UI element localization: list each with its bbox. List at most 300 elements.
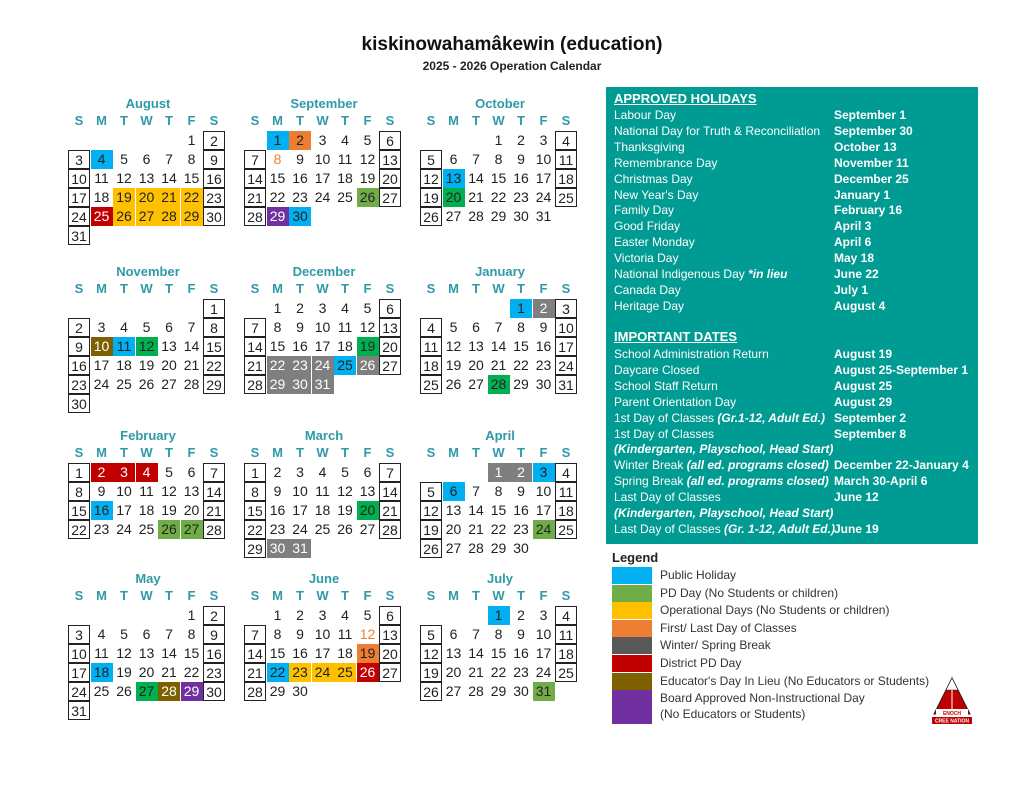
calendar-day: 18	[420, 356, 442, 375]
calendar-day: 1	[510, 299, 532, 318]
weekday-header: T	[472, 113, 480, 128]
calendar-day: 10	[535, 626, 552, 642]
calendar-day: 22	[68, 520, 90, 539]
calendar-day: 9	[517, 626, 525, 642]
weekday-header: M	[272, 445, 283, 460]
calendar-day: 30	[513, 540, 529, 556]
calendar-day: 25	[334, 663, 356, 682]
weekday-header: T	[296, 445, 304, 460]
weekday-header: W	[316, 588, 329, 603]
calendar-day: 26	[445, 376, 462, 392]
legend-label: Public Holiday	[660, 568, 737, 582]
calendar-day: 1	[187, 607, 196, 623]
weekday-header: M	[272, 113, 283, 128]
calendar-day: 23	[513, 664, 529, 680]
calendar-day: 28	[183, 376, 200, 392]
calendar-day: 17	[555, 337, 577, 356]
calendar-day: 11	[337, 319, 353, 335]
calendar-day: 2	[517, 132, 525, 148]
calendar-day: 29	[181, 682, 203, 701]
holiday-name: New Year's Day	[614, 187, 699, 202]
calendar-day: 15	[269, 170, 286, 186]
calendar-day: 28	[158, 682, 180, 701]
weekday-header: F	[187, 113, 196, 128]
calendar-day: 14	[203, 482, 225, 501]
weekday-header: W	[492, 445, 505, 460]
calendar-day: 24	[312, 356, 334, 375]
calendar-day: 4	[120, 319, 128, 335]
calendar-day: 25	[334, 356, 356, 375]
month-name: July	[486, 571, 513, 586]
important-date-name: School Staff Return	[614, 378, 718, 393]
calendar-day: 27	[359, 521, 376, 537]
weekday-header: M	[96, 113, 107, 128]
calendar-day: 22	[490, 189, 507, 205]
calendar-day: 5	[363, 132, 372, 148]
calendar-day: 9	[296, 151, 304, 167]
holiday-name: National Indigenous Day *in lieu	[614, 267, 788, 281]
calendar-day: 13	[161, 338, 177, 354]
calendar-day: 3	[318, 300, 327, 316]
calendar-day: 8	[494, 483, 503, 499]
calendar-day: 11	[94, 170, 109, 186]
weekday-header: M	[96, 281, 107, 296]
weekday-header: F	[363, 588, 372, 603]
calendar-day: 23	[513, 189, 529, 205]
calendar-day: 20	[445, 664, 462, 680]
calendar-day: 17	[93, 357, 110, 373]
month-name: December	[292, 264, 356, 279]
calendar-day: 21	[161, 664, 177, 680]
calendar-day: 11	[555, 482, 577, 501]
calendar-day: 12	[445, 338, 462, 354]
calendar-day: 22	[267, 663, 289, 682]
calendar-day: 25	[91, 207, 113, 226]
calendar-day: 15	[490, 502, 507, 518]
holiday-date: October 13	[834, 139, 897, 154]
calendar-day: 12	[420, 501, 442, 520]
important-date-date: August 25-September 1	[834, 362, 969, 377]
calendar-day: 18	[555, 501, 577, 520]
calendar-day: 20	[357, 501, 379, 520]
calendar-day: 7	[244, 150, 266, 169]
calendar-day: 22	[183, 664, 200, 680]
calendar-day: 15	[490, 170, 507, 186]
legend-swatch	[612, 690, 652, 724]
calendar-day: 16	[513, 170, 529, 186]
weekday-header: S	[250, 588, 260, 603]
calendar-day: 6	[165, 319, 173, 335]
weekday-header: T	[165, 445, 173, 460]
weekday-header: S	[426, 113, 436, 128]
calendar-day: 13	[445, 645, 462, 661]
calendar-day: 29	[267, 207, 289, 226]
weekday-header: T	[472, 445, 480, 460]
weekday-header: S	[209, 588, 219, 603]
weekday-header: T	[517, 445, 525, 460]
calendar-day: 9	[517, 151, 525, 167]
calendar-day: 4	[555, 463, 577, 482]
calendar-day: 9	[296, 319, 304, 335]
holiday-date: April 3	[834, 219, 872, 234]
calendar-day: 11	[315, 483, 330, 499]
calendar-day: 9	[296, 626, 304, 642]
calendar-day: 30	[513, 683, 529, 699]
calendar-day: 17	[68, 188, 90, 207]
weekday-header: W	[316, 281, 329, 296]
important-date-row	[614, 410, 974, 426]
calendar-day: 6	[379, 131, 401, 150]
calendar-day: 26	[113, 207, 135, 226]
calendar-day: 12	[359, 319, 376, 335]
calendar-day: 8	[68, 482, 90, 501]
important-date-date: August 25	[834, 378, 893, 393]
weekday-header: F	[187, 445, 196, 460]
calendar-day: 31	[533, 682, 555, 701]
calendar-day: 22	[269, 189, 286, 205]
weekday-header: T	[296, 588, 304, 603]
weekday-header: T	[165, 588, 173, 603]
info-panel	[606, 87, 978, 544]
calendar-day: 1	[187, 132, 196, 148]
weekday-header: S	[209, 113, 219, 128]
important-date-name: Parent Orientation Day	[614, 394, 737, 409]
calendar-day: 3	[113, 463, 135, 482]
calendar-day: 14	[244, 337, 266, 356]
calendar-day: 24	[555, 356, 577, 375]
calendar-day: 16	[203, 644, 225, 663]
weekday-header: F	[363, 445, 372, 460]
enoch-cree-nation-logo	[930, 676, 974, 726]
holiday-row	[614, 218, 974, 234]
weekday-header: S	[426, 445, 436, 460]
calendar-day: 29	[181, 207, 203, 226]
holiday-row	[614, 155, 974, 171]
calendar-day: 24	[116, 521, 132, 537]
weekday-header: M	[448, 281, 459, 296]
holiday-date: December 25	[834, 171, 909, 186]
calendar-day: 24	[535, 664, 552, 680]
legend-title: Legend	[612, 550, 659, 565]
weekday-header: S	[561, 588, 571, 603]
calendar-day: 4	[341, 607, 349, 623]
holiday-name: National Day for Truth & Reconciliation	[614, 123, 821, 138]
calendar-day: 23	[203, 188, 225, 207]
calendar-day: 9	[273, 483, 282, 499]
calendar-day: 2	[533, 299, 555, 318]
calendar-day: 8	[273, 151, 282, 167]
calendar-day: 28	[468, 683, 484, 699]
calendar-day: 23	[513, 521, 529, 537]
calendar-day: 19	[420, 520, 442, 539]
calendar-day: 5	[120, 626, 128, 642]
holiday-name: Heritage Day	[614, 298, 685, 313]
calendar-day: 18	[337, 645, 353, 661]
calendar-day: 5	[142, 319, 151, 335]
calendar-day: 1	[494, 132, 503, 148]
calendar-day: 10	[535, 483, 552, 499]
calendar-day: 9	[539, 319, 548, 335]
weekday-header: S	[74, 445, 84, 460]
calendar-day: 25	[337, 189, 353, 205]
calendar-day: 12	[359, 626, 376, 642]
calendar-day: 20	[445, 521, 462, 537]
important-date-row	[614, 521, 974, 537]
weekday-header: F	[187, 588, 196, 603]
calendar-day: 19	[420, 663, 442, 682]
calendar-day: 4	[136, 463, 158, 482]
holiday-date: February 16	[834, 203, 903, 218]
calendar-day: 27	[445, 540, 462, 556]
calendar-day: 31	[535, 208, 552, 224]
calendar-day: 12	[136, 337, 158, 356]
calendar-day: 21	[468, 664, 484, 680]
calendar-day: 10	[68, 644, 90, 663]
calendar-day: 26	[420, 682, 442, 701]
calendar-day: 5	[420, 625, 442, 644]
calendar-day: 7	[472, 151, 480, 167]
holiday-row	[614, 187, 974, 203]
calendar-day: 28	[468, 540, 484, 556]
holiday-name: Easter Monday	[614, 235, 695, 250]
calendar-day: 21	[203, 501, 225, 520]
holiday-row	[614, 107, 974, 123]
weekday-header: S	[209, 281, 219, 296]
holiday-date: September 30	[834, 123, 913, 138]
calendar-day: 26	[116, 683, 132, 699]
calendar-day: 3	[318, 132, 327, 148]
calendar-day: 16	[535, 338, 552, 354]
calendar-day: 4	[555, 606, 577, 625]
calendar-day: 20	[379, 337, 401, 356]
important-date-name: Last Day of Classes	[614, 490, 721, 505]
calendar-day: 31	[68, 226, 90, 245]
weekday-header: T	[341, 445, 349, 460]
weekday-header: T	[517, 113, 525, 128]
calendar-day: 13	[183, 483, 200, 499]
legend-swatch	[612, 655, 652, 672]
calendar-day: 27	[136, 682, 158, 701]
weekday-header: T	[517, 588, 525, 603]
calendar-day: 25	[555, 663, 577, 682]
calendar-day: 20	[138, 664, 155, 680]
calendar-day: 11	[337, 626, 353, 642]
calendar-day: 29	[513, 376, 529, 392]
legend-label: Operational Days (No Students or children)	[660, 603, 890, 618]
weekday-header: S	[561, 281, 571, 296]
calendar-day: 28	[244, 375, 266, 394]
calendar-day: 28	[203, 520, 225, 539]
calendar-day: 2	[273, 464, 282, 480]
weekday-header: W	[140, 113, 153, 128]
calendar-day: 26	[357, 356, 379, 375]
calendar-day: 8	[273, 626, 282, 642]
calendar-day: 15	[269, 645, 286, 661]
calendar-day: 30	[513, 208, 529, 224]
calendar-day: 27	[136, 207, 158, 226]
calendar-day: 18	[138, 502, 155, 518]
calendar-day: 30	[203, 207, 225, 226]
holiday-row	[614, 139, 974, 155]
calendar-day: 29	[490, 540, 507, 556]
holiday-row	[614, 202, 974, 218]
calendar-day: 6	[379, 299, 401, 318]
calendar-day: 13	[359, 483, 376, 499]
weekday-header: T	[341, 281, 349, 296]
calendar-day: 7	[203, 463, 225, 482]
calendar-day: 31	[555, 375, 577, 394]
calendar-day: 8	[494, 151, 503, 167]
holiday-date: August 4	[834, 298, 886, 313]
calendar-day: 3	[555, 299, 577, 318]
weekday-header: S	[385, 588, 395, 603]
calendar-day: 2	[296, 607, 304, 623]
important-date-date: June 19	[834, 521, 879, 536]
calendar-day: 23	[68, 375, 90, 394]
important-date-date: September 2	[834, 410, 907, 425]
calendar-day: 21	[379, 501, 401, 520]
weekday-header: T	[120, 113, 128, 128]
calendar-day: 4	[341, 132, 349, 148]
calendar-day: 2	[517, 607, 525, 623]
weekday-header: M	[272, 588, 283, 603]
weekday-header: T	[341, 113, 349, 128]
weekday-header: W	[492, 281, 505, 296]
calendar-day: 23	[93, 521, 110, 537]
calendar-day: 23	[289, 663, 311, 682]
calendar-day: 17	[535, 502, 552, 518]
calendar-day: 23	[269, 521, 286, 537]
calendar-day: 22	[513, 357, 529, 373]
calendar-day: 5	[341, 464, 349, 480]
calendar-day: 31	[289, 539, 311, 558]
important-date-name: Winter Break (all ed. programs closed)	[614, 458, 829, 473]
month-name: March	[304, 428, 344, 443]
calendar-day: 24	[292, 521, 308, 537]
calendar-day: 20	[161, 357, 177, 373]
calendar-day: 31	[312, 375, 334, 394]
calendar-day: 12	[161, 483, 177, 499]
page-title: kiskinowahamâkewin (education)	[361, 34, 663, 55]
calendar-day: 14	[468, 645, 484, 661]
holiday-date: April 6	[834, 235, 872, 250]
calendar-day: 7	[379, 463, 401, 482]
holiday-name: Victoria Day	[614, 251, 679, 266]
calendar-day: 1	[244, 463, 266, 482]
calendar-day: 8	[187, 626, 196, 642]
calendar-day: 7	[187, 319, 196, 335]
calendar-day: 16	[292, 338, 308, 354]
calendar-day: 21	[244, 356, 266, 375]
calendar-day: 16	[513, 645, 529, 661]
legend-label: Board Approved Non-Instructional Day	[660, 691, 865, 706]
calendar-day: 10	[91, 337, 113, 356]
logo-text-1: ENOCH	[942, 711, 962, 717]
calendar-day: 28	[379, 520, 401, 539]
calendar-day: 14	[244, 644, 266, 663]
calendar-day: 9	[68, 337, 90, 356]
calendar-day: 7	[472, 483, 480, 499]
calendar-day: 6	[449, 626, 458, 642]
calendar-day: 14	[244, 169, 266, 188]
weekday-header: S	[385, 113, 395, 128]
calendar-day: 29	[490, 683, 507, 699]
calendar-day: 27	[379, 188, 401, 207]
calendar-day: 28	[158, 207, 180, 226]
calendar-day: 22	[203, 356, 225, 375]
weekday-header: T	[296, 281, 304, 296]
calendar-day: 17	[535, 645, 552, 661]
month-name: June	[308, 571, 340, 586]
calendar-day: 19	[445, 357, 462, 373]
calendar-day: 1	[68, 463, 90, 482]
holiday-name: Family Day	[614, 203, 675, 218]
calendar-day: 18	[337, 338, 353, 354]
legend-swatch	[612, 602, 652, 619]
calendar-day: 3	[97, 319, 106, 335]
weekday-header: W	[492, 113, 505, 128]
holiday-row	[614, 266, 974, 282]
calendar-day: 9	[203, 625, 225, 644]
calendar-day: 27	[468, 376, 484, 392]
calendar-day: 1	[267, 131, 289, 150]
calendar-day: 7	[244, 318, 266, 337]
calendar-day: 30	[292, 683, 308, 699]
weekday-header: F	[539, 113, 548, 128]
calendar-day: 28	[244, 207, 266, 226]
calendar-day: 18	[91, 663, 113, 682]
calendar-day: 29	[244, 539, 266, 558]
holiday-row	[614, 250, 974, 266]
page-subtitle: 2025 - 2026 Operation Calendar	[422, 59, 602, 73]
calendar-day: 13	[443, 169, 465, 188]
calendar-day: 16	[513, 502, 529, 518]
calendar-day: 15	[203, 337, 225, 356]
calendar-day: 16	[91, 501, 113, 520]
important-date-date: December 22-January 4	[834, 458, 969, 473]
calendar-day: 25	[555, 188, 577, 207]
calendar-day: 7	[244, 625, 266, 644]
calendar-day: 6	[142, 626, 151, 642]
calendar-day: 15	[68, 501, 90, 520]
calendar-day: 30	[535, 376, 552, 392]
calendar-day: 9	[203, 150, 225, 169]
calendar-day: 2	[289, 131, 311, 150]
holiday-name: Canada Day	[614, 282, 681, 297]
legend-label: Winter/ Spring Break	[660, 638, 771, 653]
calendar-day: 13	[138, 645, 155, 661]
calendar-day: 18	[314, 502, 331, 518]
calendar-day: 25	[314, 521, 331, 537]
calendar-day: 2	[91, 463, 113, 482]
calendar-day: 20	[443, 188, 465, 207]
calendar-day: 10	[68, 169, 90, 188]
calendar-day: 4	[91, 150, 113, 169]
calendar-day: 25	[116, 376, 132, 392]
calendar-day: 26	[420, 539, 442, 558]
weekday-header: W	[316, 445, 329, 460]
calendar-day: 21	[490, 357, 507, 373]
legend-swatch	[612, 620, 652, 637]
weekday-header: S	[561, 445, 571, 460]
calendar-day: 14	[161, 645, 177, 661]
calendar-day: 11	[420, 337, 442, 356]
important-date-row	[614, 473, 974, 489]
calendar-day: 19	[116, 664, 132, 680]
calendar-day: 5	[420, 482, 442, 501]
weekday-header: S	[250, 445, 260, 460]
calendar-day: 10	[314, 626, 331, 642]
